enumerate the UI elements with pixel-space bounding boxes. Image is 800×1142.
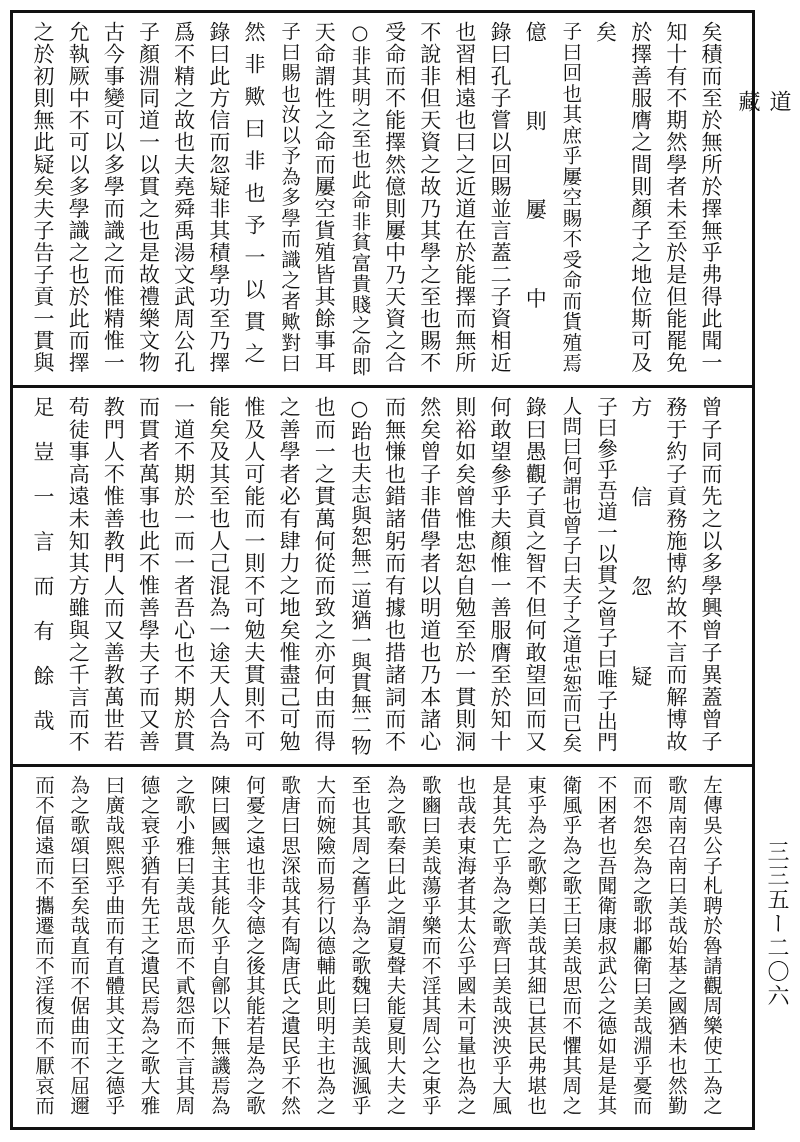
text-column: 億則屢中 [523,21,548,377]
text-column: 東乎為之歌鄭曰美哉其細已甚民弗堪也 [524,775,548,1116]
text-column: 何敢望參乎夫顏惟一善服膺至於知十 [488,396,513,753]
text-column: 於擇善服膺之間則顏子之地位斯可及 [628,21,653,374]
text-column: 則裕如矣曾惟忠恕自勉至於一貫則洞 [452,396,477,753]
register-bottom [13,767,752,1127]
text-column: 何憂之遠也非令德之後其能若是為之歌 [242,775,266,1116]
text-column: 然矣曾子非借學者以明道也乃本諸心 [417,396,442,753]
text-column: ○非其明之至也此命非貧富貴賤之命即 [348,21,372,377]
text-columns-top [31,21,734,377]
text-column: 為之歌頌曰至矣哉直而不倨曲而不屈邇 [67,775,91,1116]
text-column: 歌唐曰思深哉其有陶唐氏之遺民乎不然 [278,775,302,1116]
text-column: 陳曰國無主其能久乎自鄶以下無譏焉為 [207,775,231,1116]
text-column: 子曰回也其庶乎屢空賜不受命而貨殖焉 [559,21,583,374]
text-columns-middle [31,396,734,756]
text-column: ○跆也夫志與恕無二道猶一與貫無二物 [347,396,372,756]
text-column: 為之歌秦曰此之謂夏聲夫能夏則大夫之 [383,775,407,1116]
text-column: 子曰參乎吾道一以貫之曾子曰唯子出門 [593,396,618,753]
text-column: 曾子同而先之以多學興曾子異蓋曾子 [699,396,723,753]
register-middle [13,388,752,764]
text-column: 曰廣哉熙熙乎曲而有直體其文王之德乎 [102,775,126,1116]
text-column: 子曰賜也汝以予為多學而識之者歟對曰 [278,21,302,374]
text-column: 錄曰此方信而忽疑非其積學功至乃擇 [206,21,231,374]
text-column: 而不怨矣為之歌邶鄘衛曰美哉淵乎憂而 [629,775,653,1116]
text-column: 至也其周之舊乎為之歌魏曰美哉渢渢乎 [348,775,372,1116]
register-top [13,13,752,385]
text-column: 而無慊也錯諸躬而有據也措諸詞而不 [382,396,407,753]
text-column: 然非歟曰非也予一以貫之 [241,21,266,375]
text-column: 大而婉險而易行以德輔此則明主也為之 [313,775,337,1116]
text-column: 爲不精之故也夫堯舜禹湯文武周公孔 [171,21,196,374]
text-column: 而貫者萬事也此不惟善學夫子而又善 [136,396,161,753]
text-column: 錄曰愚觀子貢之智不但何敢望回而又 [523,396,548,753]
text-column: 一道不期於一而一者吾心也不期於貫 [171,396,196,753]
text-column: 天命謂性之命而屢空貨殖皆其餘事耳 [312,21,337,374]
text-column: 能矣及其至也人己混為一途天人合為 [206,396,231,753]
text-columns-bottom [31,775,734,1119]
text-column: 教門人不惟善教門人而又善教萬世若 [101,396,126,753]
text-column: 也習相遠也曰之近道在於能擇而無所 [452,21,477,374]
text-column: 矣 [593,21,618,377]
text-column: 苟徒事高遠未知其方雖與之千言而不 [66,396,91,753]
text-column: 之善學者必有肆力之地矣惟盡己可勉 [277,396,302,753]
text-column: 左傳吳公子札聘於魯請觀周樂使工為之 [700,775,723,1116]
text-column: 之歌小雅曰美哉思而不貳怨而不言其周 [172,775,196,1116]
text-column: 惟及人可能而一則不可勉夫貫則不可 [241,396,266,753]
text-column: 不說非但天資之故乃其學之至也賜不 [417,21,442,374]
margin-folio: 三三五ー二〇六 [764,840,789,1008]
text-column: 古今事變可以多學而識之而惟精惟一 [101,21,126,374]
text-column: 之於初則無此疑矣夫子告子貢一貫與 [31,21,56,374]
text-column: 足豈一言而有餘哉 [31,396,56,755]
text-column: 歌豳曰美哉蕩乎樂而不淫其周公之東乎 [418,775,442,1116]
text-column: 人問曰何謂也曾子曰夫子之道忠恕而已矣 [559,396,583,753]
text-column: 歌周南召南曰美哉始基之國猶未也然勤 [664,775,688,1116]
text-column: 是其先亡乎為之歌齊曰美哉泱泱乎大風 [489,775,513,1116]
text-column: 子顏淵同道一以貫之也是故禮樂文物 [136,21,161,374]
text-column: 衛風乎為之歌王曰美哉思而不懼其周之 [559,775,583,1116]
text-column: 不困者也吾聞衛康叔武公之德如是是其 [594,775,618,1116]
text-column: 矣積而至於無所於擇無乎弗得此聞一 [699,21,723,374]
margin-title: 道 藏 [735,90,791,172]
text-column: 務于約子貢務施博約故不言而解博故 [663,396,688,753]
text-column: 也哉表東海者其太公乎國未可量也為之 [453,775,477,1116]
text-column: 方信忽疑 [628,396,653,756]
text-column: 而不偪遠而不攜遷而不淫復而不厭哀而 [32,775,56,1116]
text-column: 德之衰乎猶有先王之遺民焉為之歌大雅 [137,775,161,1116]
text-column: 也而一之貫萬何從而致之亦何由而得 [312,396,337,753]
page-frame [10,10,755,1130]
text-column: 知十有不期然學者未至於是但能罷免 [663,21,688,374]
text-column: 受命而不能擇然億則屢中乃天資之合 [382,21,407,374]
text-column: 錄曰孔子嘗以回賜並言蓋二子資相近 [488,21,513,374]
text-column: 允執厥中不可以多學識之也於此而擇 [66,21,91,374]
